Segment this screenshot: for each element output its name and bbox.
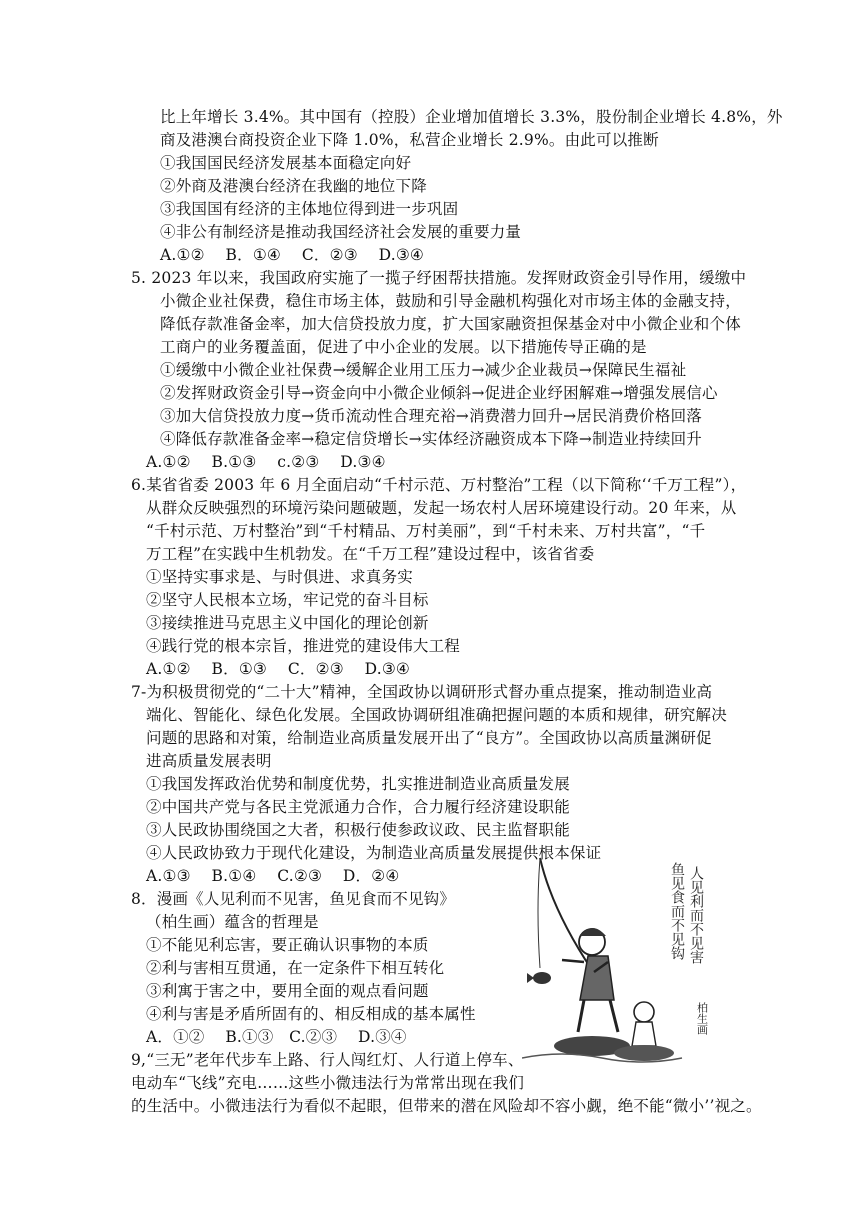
q6-choices: A.①② B．①③ C．②③ D.③④ — [146, 660, 411, 678]
q7-stem-line-4: 进高质量发展表明 — [146, 752, 272, 770]
q7-option-3: ③人民政协围绕国之大者，积极行使参政议政、民主监督职能 — [146, 821, 570, 839]
q5-option-4: ④降低存款准备金率→稳定信贷增长→实体经济融资成本下降→制造业持续回升 — [160, 430, 702, 448]
q4-option-1: ①我国国民经济发展基本面稳定向好 — [160, 154, 412, 172]
q8-option-4: ④利与害是矛盾所固有的、相反相成的基本属性 — [146, 1005, 476, 1023]
q5-option-2: ②发挥财政资金引导→资金向中小微企业倾斜→促进企业纾困解难→增强发展信心 — [160, 384, 718, 402]
q5-option-1: ①缓缴中小微企业社保费→缓解企业用工压力→减少企业裁员→保障民生福祉 — [160, 361, 687, 379]
q9-stem-line-3: 的生活中。小微违法行为看似不起眼，但带来的潜在风险却不容小觑，绝不能“微小’’视之。 — [131, 1097, 762, 1115]
q6-option-3: ③接续推进马克思主义中国化的理论创新 — [146, 614, 429, 632]
q6-stem-line-2: 从群众反映强烈的环境污染问题破题，发起一场农村人居环境建设行动。20 年来，从 — [146, 499, 737, 517]
q5-stem-line-2: 小微企业社保费，稳住市场主体，鼓励和引导金融机构强化对市场主体的金融支持， — [160, 292, 741, 310]
q5-stem-line-1: 5. 2023 年以来，我国政府实施了一揽子纾困帮扶措施。发挥财政资金引导作用，缓缴中 — [131, 269, 747, 287]
q8-option-3: ③利寓于害之中，要用全面的观点看问题 — [146, 982, 429, 1000]
q5-option-3: ③加大信贷投放力度→货币流动性合理充裕→消费潜力回升→居民消费价格回落 — [160, 407, 702, 425]
q7-stem-line-2: 端化、智能化、绿色化发展。全国政协调研组准确把握问题的本质和规律，研究解决 — [146, 706, 727, 724]
q9-stem-line-2: 电动车“飞线”充电……这些小微违法行为常常出现在我们 — [131, 1074, 525, 1092]
q4-option-3: ③我国国有经济的主体地位得到进一步巩固 — [160, 200, 459, 218]
q8-option-1: ①不能见利忘害，要正确认识事物的本质 — [146, 936, 429, 954]
q6-option-1: ①坚持实事求是、与时俱进、求真务实 — [146, 568, 413, 586]
q6-stem-line-3: “千村示范、万村整治”到“千村精品、万村美丽”，到“千村未来、万村共富”，“千 — [146, 522, 706, 540]
cartoon-fisherman-image — [522, 850, 718, 1065]
cartoon-caption-left: 鱼见食而不见钩 — [669, 862, 685, 960]
q5-stem-line-3: 降低存款准备金率，加大信贷投放力度，扩大国家融资担保基金对中小微企业和个体 — [160, 315, 741, 333]
q7-option-1: ①我国发挥政治优势和制度优势，扎实推进制造业高质量发展 — [146, 775, 570, 793]
q9-stem-line-1: 9,“三无”老年代步车上路、行人闯红灯、人行道上停车、 — [131, 1051, 524, 1069]
q8-stem-line-2: （柏生画）蕴含的哲理是 — [146, 913, 319, 931]
q4-option-2: ②外商及港澳台经济在我幽的地位下降 — [160, 177, 427, 195]
q6-stem-line-4: 万工程”在实践中生机勃发。在“千万工程”建设过程中，该省省委 — [146, 545, 595, 563]
cartoon-signature: 柏生画 — [695, 1002, 709, 1035]
q4-option-4: ④非公有制经济是推动我国经济社会发展的重要力量 — [160, 223, 522, 241]
q7-choices: A.①③ B.①④ C.②③ D．②④ — [146, 867, 400, 885]
q6-option-2: ②坚守人民根本立场，牢记党的奋斗目标 — [146, 591, 429, 609]
cartoon-caption-right: 人见利而不见害 — [688, 866, 704, 964]
q6-stem-line-1: 6.某省省委 2003 年 6 月全面启动“千村示范、万村整治”工程（以下简称‘‘千万工程”）， — [131, 476, 747, 494]
q4-choices: A.①② B．①④ C．②③ D.③④ — [160, 246, 425, 264]
q5-choices: A.①② B.①③ c.②③ D.③④ — [146, 453, 386, 471]
q8-choices: A．①② B.①③ C.②③ D.③④ — [146, 1028, 407, 1046]
q4-stem-line-1: 比上年增长 3.4%。其中国有（控股）企业增加值增长 3.3%，股份制企业增长 4.8%，外 — [160, 108, 783, 126]
q7-option-4: ④人民政协致力于现代化建设，为制造业高质量发展提供根本保证 — [146, 844, 602, 862]
q6-option-4: ④践行党的根本宗旨，推进党的建设伟大工程 — [146, 637, 461, 655]
q5-stem-line-4: 工商户的业务覆盖面，促进了中小企业的发展。以下措施传导正确的是 — [160, 338, 647, 356]
q7-stem-line-3: 问题的思路和对策，给制造业高质量发展开出了“良方”。全国政协以高质量渊研促 — [146, 729, 712, 747]
q8-stem-line-1: 8．漫画《人见利而不见害，鱼见食而不见钩》 — [131, 890, 456, 908]
q4-stem-line-2: 商及港澳台商投资企业下降 1.0%，私营企业增长 2.9%。由此可以推断 — [160, 131, 659, 149]
q7-option-2: ②中国共产党与各民主党派通力合作，合力履行经济建设职能 — [146, 798, 570, 816]
q8-option-2: ②利与害相互贯通，在一定条件下相互转化 — [146, 959, 445, 977]
q7-stem-line-1: 7-为积极贯彻党的“二十大”精神，全国政协以调研形式督办重点提案，推动制造业高 — [131, 683, 713, 701]
